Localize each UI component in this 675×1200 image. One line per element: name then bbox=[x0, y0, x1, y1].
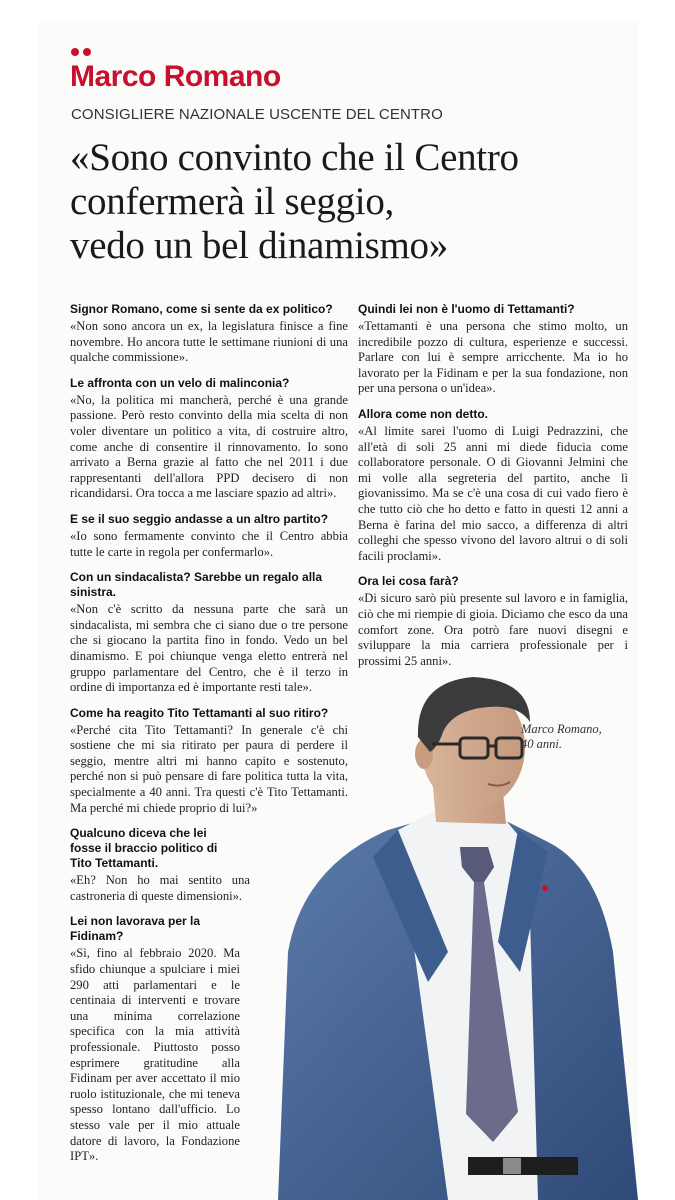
newspaper-page bbox=[38, 22, 638, 1200]
headline bbox=[70, 136, 630, 268]
section-marker-icon bbox=[71, 48, 91, 56]
answer: «No, la politica mi mancherà, perché è una grande passione. Però resto convinto della mia scelta di non voler diventare un politico a vita, di costruire altro, come anche di consentire il rinnovamento. Io sono arrivato a Berna grazie al fatto che nel 2011 i due rappresentanti dell'allora PPD decisero di non ricandidarsi. Ora tocca a me lasciare spazio ad altri». bbox=[70, 392, 348, 501]
question: Ora lei cosa farà? bbox=[358, 574, 459, 589]
question: Qualcuno diceva che lei fosse il braccio politico di Tito Tettamanti. bbox=[70, 826, 218, 871]
interviewee-name: Marco Romano bbox=[70, 60, 281, 93]
question: E se il suo seggio andasse a un altro partito? bbox=[70, 511, 329, 526]
answer: «Non sono ancora un ex, la legislatura finisce a fine novembre. Ho ancora tutte le settimane riunioni di una qualche commissione». bbox=[70, 319, 348, 365]
headline-line: «Sono convinto che il Centro bbox=[70, 136, 519, 179]
answer: «Al limite sarei l'uomo di Luigi Pedrazzini, che all'età di soli 25 anni mi diede fiducia come collaboratore personale. O di Giovanni Jelmini che mi volle alla segreteria del partito, anche lì giovanissimo. Ma se c'è una cosa di cui vado fiero è che tutto ciò che ho detto e fatto in questi 12 anni a Berna è farina del mio sacco, a differenza di altri colleghi che spesso vivono del lavoro altrui o di soli facili proclami». bbox=[358, 423, 628, 563]
right-column bbox=[358, 302, 628, 679]
caption-line: Marco Romano, bbox=[521, 722, 602, 736]
page-margin bbox=[0, 0, 38, 1200]
question: Con un sindacalista? Sarebbe un regalo alla sinistra. bbox=[70, 570, 323, 600]
answer: «Di sicuro sarò più presente sul lavoro e in famiglia, ciò che mi riempie di gioia. Diciamo che esco da una comfort zone. Ora potrò fare nuovi disegni e sviluppare la mia carriera professionale per i prossimi 25 anni». bbox=[358, 591, 628, 668]
answer: «Io sono fermamente convinto che il Centro abbia tutte le carte in regola per confermarlo». bbox=[70, 528, 348, 559]
answer: «Eh? Non ho mai sentito una castroneria di queste dimensioni». bbox=[70, 873, 250, 903]
question: Signor Romano, come si sente da ex politico? bbox=[70, 302, 333, 316]
question: Quindi lei non è l'uomo di Tettamanti? bbox=[358, 302, 575, 316]
headline-line: vedo un bel dinamismo» bbox=[70, 224, 448, 267]
question: Le affronta con un velo di malinconia? bbox=[70, 375, 290, 390]
interviewee-role: CONSIGLIERE NAZIONALE USCENTE DEL CENTRO bbox=[71, 106, 443, 123]
answer: «Sì, fino al febbraio 2020. Ma sfido chiunque a spulciare i miei 290 atti parlamentari e le centinaia di interventi e trovare una minima correlazione specifica con la mia attività professionale. Piuttosto posso esprimere gratitudine alla Fidinam per aver accettato il mio ruolo istituzionale, che mi teneva spesso lontano dall'ufficio. Lo stesso vale per il mio attuale datore di lavoro, la Fondazione IPT». bbox=[70, 946, 240, 1164]
answer: «Tettamanti è una persona che stimo molto, un incredibile pozzo di cultura, esperienze e successi. Parlare con lui è sempre arricchente. Ma io ho lavorato per la Fidinam e per la sua fondazione, non per una persona o un'idea». bbox=[358, 319, 628, 396]
photo-caption bbox=[521, 722, 602, 752]
caption-line: 40 anni. bbox=[521, 737, 562, 751]
question: Lei non lavorava per la Fidinam? bbox=[70, 914, 201, 944]
headline-line: confermerà il seggio, bbox=[70, 180, 394, 223]
question: Come ha reagito Tito Tettamanti al suo ritiro? bbox=[70, 705, 329, 720]
answer: «Perché cita Tito Tettamanti? In generale c'è chi sostiene che mi sia ritirato per paura di perdere il seggio, mentre altri mi hanno capito e sostenuto, perché non si può pensare di fare politica tutta la vita, specialmente a 40 anni. Tra questi c'è Tito Tettamanti. Ma perché mi chiede proprio di lui?» bbox=[70, 722, 348, 815]
answer: «Non c'è scritto da nessuna parte che sarà un sindacalista, mi sembra che ci siano due o tre persone che si giocano la partita fino in fondo. Vedo un bel dinamismo. E poi chiunque venga eletto entrerà nel gruppo parlamentare del Centro, che è il terzo in ordine di importanza ed è importante resti tale». bbox=[70, 602, 348, 695]
question: Allora come non detto. bbox=[358, 406, 489, 421]
